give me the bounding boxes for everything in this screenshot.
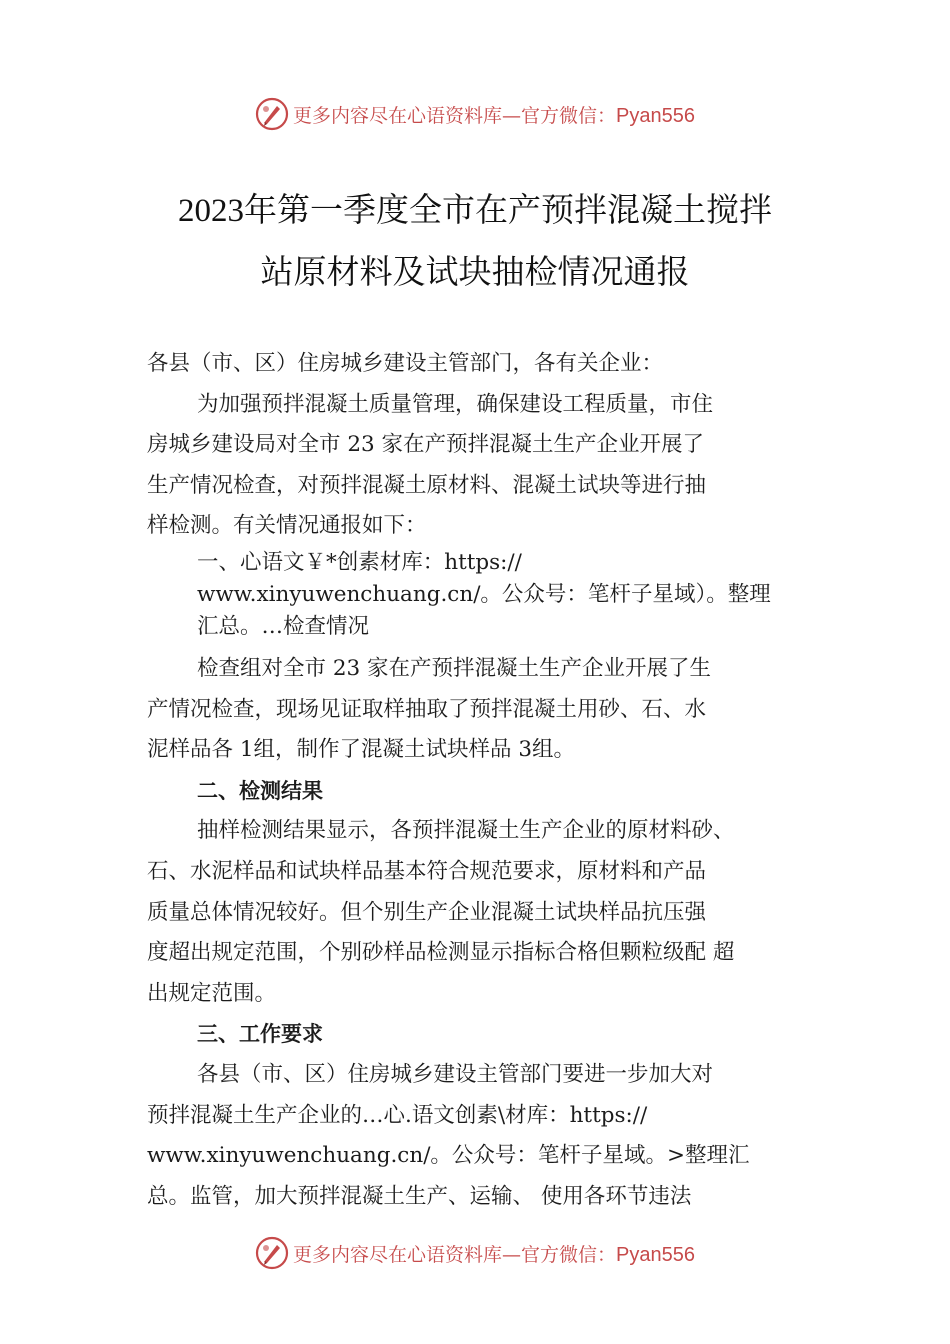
paragraph-line: 样检测。有关情况通报如下： (147, 513, 427, 539)
section-heading-3: 三、工作要求 (197, 1022, 323, 1047)
paragraph-line: 度超出规定范围，个别砂样品检测显示指标合格但颗粒级配 超 (147, 940, 735, 966)
paragraph-line: 泥样品各 1组，制作了混凝土试块样品 3组。 (147, 737, 576, 763)
title-line-1: 2023年第一季度全市在产预拌混凝土搅拌 (178, 193, 772, 229)
paragraph-line: 质量总体情况较好。但个别生产企业混凝土试块样品抗压强 (147, 899, 707, 925)
watermark-wechat-id: Pyan556 (616, 1243, 695, 1266)
watermark-text (293, 1240, 695, 1267)
paragraph-line: 总。监管，加大预拌混凝土生产、运输、 使用各环节违法 (147, 1183, 692, 1209)
watermark-wechat-id: Pyan556 (616, 104, 695, 127)
quill-pen-logo-icon (255, 97, 289, 131)
paragraph-line: 石、水泥样品和试块样品基本符合规范要求，原材料和产品 (147, 858, 707, 884)
paragraph-line: 抽样检测结果显示，各预拌混凝土生产企业的原材料砂、 (197, 818, 735, 844)
quill-pen-logo-icon (255, 1236, 289, 1270)
paragraph-line: 为加强预拌混凝土质量管理，确保建设工程质量，市住 (197, 391, 714, 417)
paragraph-line: 检查组对全市 23 家在产预拌混凝土生产企业开展了生 (197, 655, 712, 681)
document-title (0, 180, 950, 304)
paragraph-line: www.xinyuwenchuang.cn/。公众号：笔杆子星域。>整理汇 (147, 1143, 750, 1169)
section-heading-2: 二、检测结果 (197, 778, 323, 803)
watermark-text (293, 101, 695, 128)
paragraph-line: 各县（市、区）住房城乡建设主管部门要进一步加大对 (197, 1061, 714, 1087)
watermark-text-cn: 更多内容尽在心语资料库—官方微信： (293, 1243, 617, 1266)
paragraph-line: 产情况检查，现场见证取样抽取了预拌混凝土用砂、石、水 (147, 696, 707, 722)
paragraph-line: www.xinyuwenchuang.cn/。公众号：笔杆子星域）。整理 (197, 581, 771, 607)
paragraph-line: 出规定范围。 (147, 980, 277, 1006)
paragraph-line: 房城乡建设局对全市 23 家在产预拌混凝土生产企业开展了 (147, 432, 705, 458)
watermark-banner-top (0, 94, 950, 134)
watermark-text-cn: 更多内容尽在心语资料库—官方微信： (293, 104, 617, 127)
paragraph-line: 预拌混凝土生产企业的…心.语文创素\材库：https:// (147, 1102, 648, 1128)
paragraph-line: 生产情况检查，对预拌混凝土原材料、混凝土试块等进行抽 (147, 472, 707, 498)
document-body (147, 344, 837, 1217)
salutation: 各县（市、区）住房城乡建设主管部门，各有关企业： (147, 351, 664, 376)
title-line-2: 站原材料及试块抽检情况通报 (260, 255, 690, 291)
section-heading-1: 一、心语文￥*创素材库：https:// (197, 549, 522, 575)
paragraph-line: 汇总。…检查情况 (197, 613, 370, 639)
watermark-banner-bottom (0, 1233, 950, 1273)
